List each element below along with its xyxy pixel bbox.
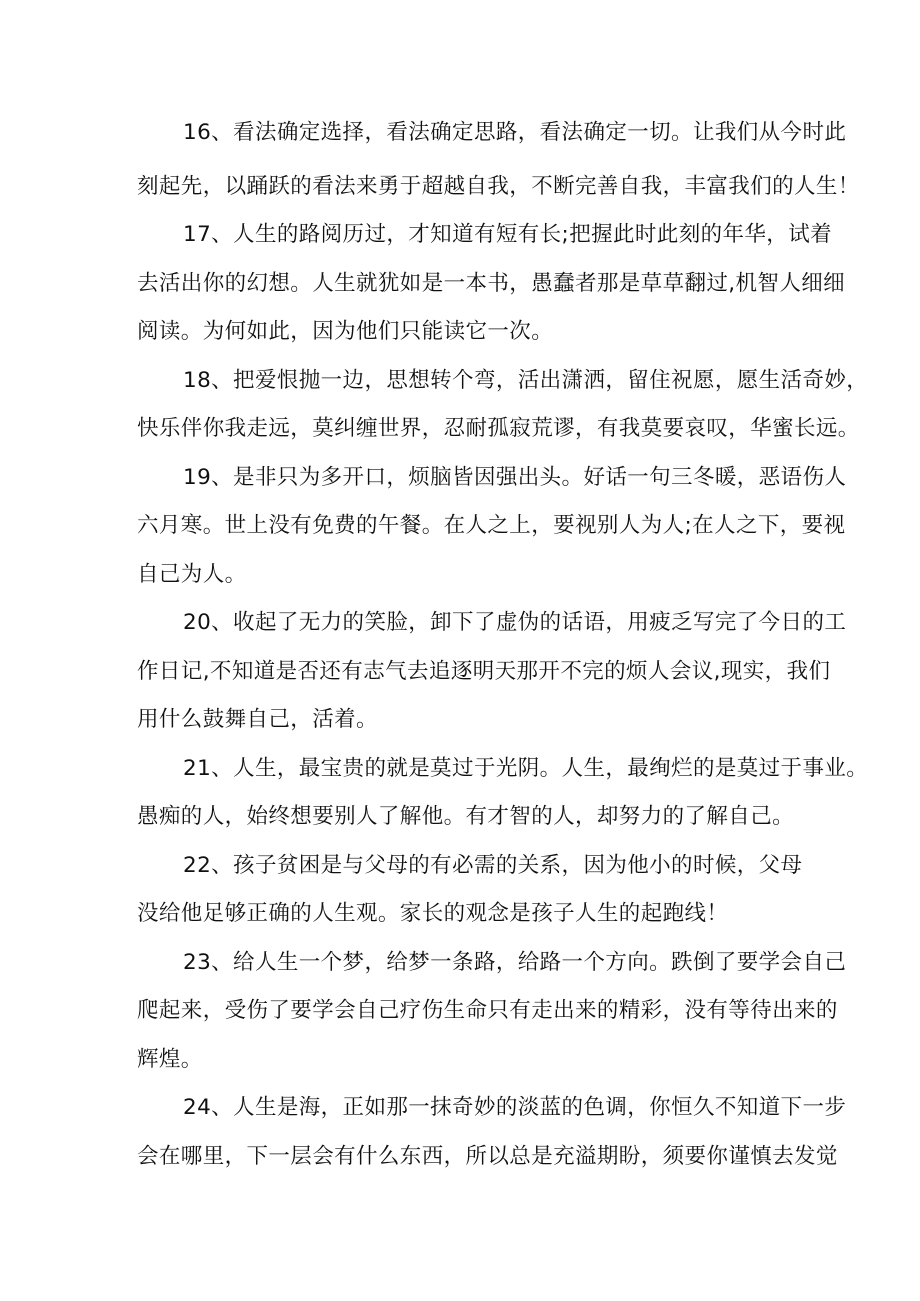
paragraph-18-line-2: 快乐伴你我走远，莫纠缠世界，忍耐孤寂荒谬，有我莫要哀叹，华蜜长远。 (137, 416, 860, 441)
paragraph-19-line-3: 自己为人。 (137, 562, 247, 587)
paragraph-17-line-3: 阅读。为何如此，因为他们只能读它一次。 (137, 319, 554, 344)
paragraph-22-line-2: 没给他足够正确的人生观。家长的观念是孩子人生的起跑线！ (137, 901, 729, 926)
paragraph-19-line-2: 六月寒。世上没有免费的午餐。在人之上，要视别人为人;在人之下，要视 (137, 513, 846, 538)
paragraph-16-line-2: 刻起先，以踊跃的看法来勇于超越自我，不断完善自我，丰富我们的人生！ (137, 174, 860, 199)
paragraph-17-line-1: 17、人生的路阅历过，才知道有短有长;把握此时此刻的年华，试着 (183, 222, 833, 247)
paragraph-23-line-2: 爬起来，受伤了要学会自己疗伤生命只有走出来的精彩，没有等待出来的 (137, 998, 838, 1023)
paragraph-18-line-1: 18、把爱恨抛一边，思想转个弯，活出潇洒，留住祝愿，愿生活奇妙， (183, 368, 869, 393)
paragraph-19-line-1: 19、是非只为多开口，烦脑皆因强出头。好话一句三冬暖，恶语伤人 (183, 465, 847, 490)
paragraph-17-line-2: 去活出你的幻想。人生就犹如是一本书，愚蠢者那是草草翻过,机智人细细 (137, 271, 846, 296)
paragraph-22-line-1: 22、孩子贫困是与父母的有必需的关系，因为他小的时候，父母 (183, 853, 803, 878)
paragraph-24-line-2: 会在哪里，下一层会有什么东西，所以总是充溢期盼，须要你谨慎去发觉 (137, 1144, 838, 1169)
paragraph-23-line-3: 辉煌。 (137, 1047, 203, 1072)
paragraph-24-line-1: 24、人生是海，正如那一抹奇妙的淡蓝的色调，你恒久不知道下一步 (183, 1095, 847, 1120)
paragraph-21-line-1: 21、人生，最宝贵的就是莫过于光阴。人生，最绚烂的是莫过于事业。 (183, 756, 869, 781)
paragraph-20-line-2: 作日记,不知道是否还有志气去追逐明天那开不完的烦人会议,现实，我们 (137, 659, 831, 684)
paragraph-23-line-1: 23、给人生一个梦，给梦一条路，给路一个方向。跌倒了要学会自己 (183, 950, 847, 975)
paragraph-20-line-1: 20、收起了无力的笑脸，卸下了虚伪的话语，用疲乏写完了今日的工 (183, 610, 847, 635)
paragraph-21-line-2: 愚痴的人，始终想要别人了解他。有才智的人，却努力的了解自己。 (137, 804, 795, 829)
paragraph-20-line-3: 用什么鼓舞自己，活着。 (137, 707, 378, 732)
paragraph-16-line-1: 16、看法确定选择，看法确定思路，看法确定一切。让我们从今时此 (183, 120, 847, 145)
